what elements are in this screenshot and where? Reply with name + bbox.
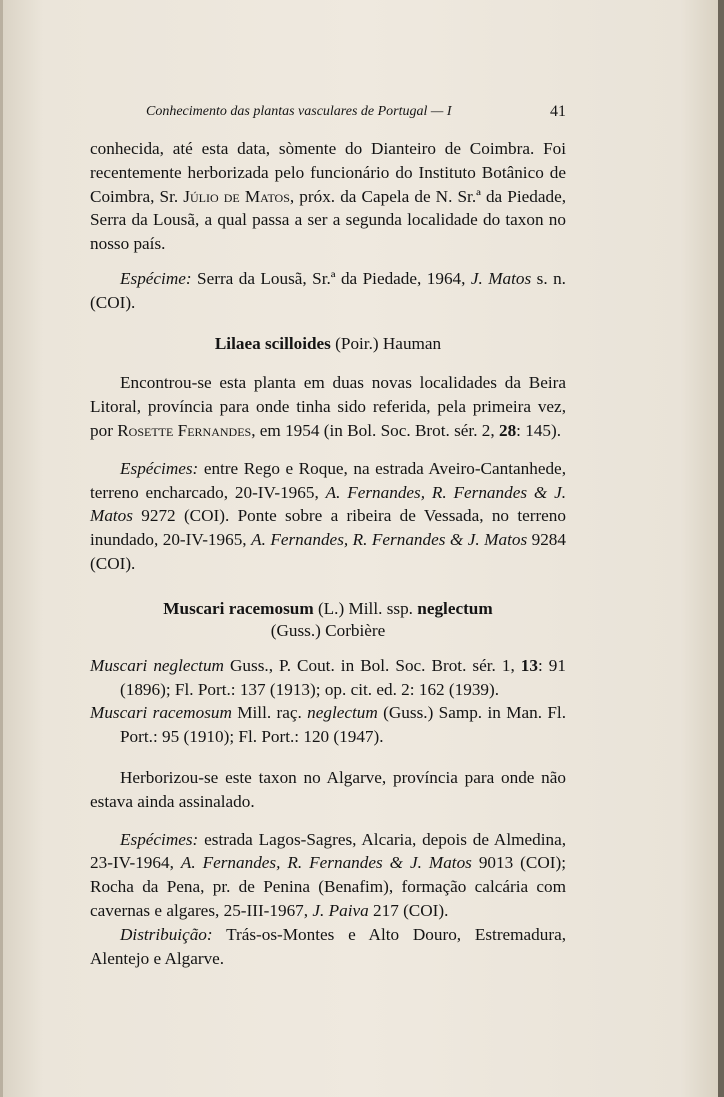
paragraph-text: , próx. da Capela de N. Sr.ª da Piedade, Serra da Lousã, a qual passa a ser a segunda localidade do taxon no nosso país.	[90, 186, 566, 254]
taxon-heading	[90, 598, 566, 642]
taxon-name: Lilaea scilloides	[214, 333, 331, 353]
specimen-text: s. n. (COI).	[90, 268, 566, 312]
specimens-paragraph	[90, 457, 566, 576]
subspecies-name: neglectum	[417, 598, 493, 618]
specimens-label: Espécimes:	[120, 829, 199, 849]
synonym-name: Muscari neglectum	[90, 655, 224, 675]
continuation-paragraph	[90, 137, 566, 256]
specimens-text: estrada Lagos-Sagres, Alcaria, depois de Almedina, 23-IV-1964,	[90, 829, 566, 873]
specimen-label: Espécime:	[120, 268, 192, 288]
specimens-text: 9272 (COI). Ponte sobre a ribeira de Vessada, no terreno inundado, 20-IV-1965,	[90, 506, 566, 550]
taxon-author: (Guss.) Corbière	[270, 620, 386, 640]
paragraph-text: , em 1954 (in Bol. Soc. Brot. sér. 2,	[251, 420, 499, 440]
specimens-text: 9284 (COI).	[90, 530, 566, 573]
paragraph-text: Encontrou-se esta planta em duas novas localidades da Beira Litoral, província para onde tinha sido referida, pela primeira vez, por	[90, 373, 566, 440]
taxon-name: Muscari racemosum	[163, 598, 314, 618]
specimen-paragraph	[90, 267, 566, 315]
paragraph-text: : 145).	[516, 420, 562, 440]
body-paragraph	[90, 371, 566, 442]
collectors: A. Fernandes, R. Fernandes & J. Matos	[180, 853, 472, 873]
volume-number: 28	[498, 420, 517, 440]
distribution-text: Trás-os-Montes e Alto Douro, Estremadura, Alentejo e Algarve.	[90, 924, 566, 968]
taxon-author: (L.) Mill. ssp.	[313, 598, 418, 618]
synonym-entry	[90, 654, 566, 702]
synonym-text: Mill. raç.	[231, 703, 308, 723]
running-header	[146, 104, 566, 120]
synonym-text: Guss., P. Cout. in Bol. Soc. Brot. sér. 1,	[223, 655, 521, 675]
specimens-paragraph	[90, 828, 566, 923]
page-number: 41	[550, 103, 566, 120]
taxon-heading	[90, 332, 566, 356]
page-left-edge	[0, 0, 3, 1097]
collector-name: J. Matos	[470, 268, 532, 288]
page-right-edge	[718, 0, 724, 1097]
specimens-text: entre Rego e Roque, na estrada Aveiro-Cantanhede, terreno encharcado, 20-IV-1965,	[90, 458, 566, 502]
synonym-entry	[90, 701, 566, 749]
synonym-text: (Guss.) Samp. in Man. Fl. Port.: 95 (1910); Fl. Port.: 120 (1947).	[120, 703, 566, 747]
specimens-label: Espécimes:	[120, 458, 199, 478]
specimens-text: 9013 (COI); Rocha da Pena, pr. de Penina (Benafim), formação calcária com cavernas e algares, 25-III-1967,	[90, 853, 567, 920]
page-body	[90, 137, 566, 970]
synonym-text: : 91 (1896); Fl. Port.: 137 (1913); op. cit. ed. 2: 162 (1939).	[120, 655, 566, 699]
paragraph-text: Herborizou-se este taxon no Algarve, província para onde não estava ainda assinalado.	[90, 767, 566, 811]
specimens-text: 217 (COI).	[368, 900, 449, 920]
specimen-text: Serra da Lousã, Sr.ª da Piedade, 1964,	[191, 268, 471, 288]
distribution-label: Distribuição:	[120, 924, 213, 944]
distribution-paragraph	[90, 923, 566, 971]
synonym-name: Muscari racemosum	[90, 703, 232, 723]
body-paragraph	[90, 766, 566, 814]
variety-name: neglectum	[307, 703, 378, 723]
collectors: A. Fernandes, R. Fernandes & J. Matos	[251, 530, 528, 550]
taxon-author: (Poir.) Hauman	[330, 333, 442, 353]
running-title: Conhecimento das plantas vasculares de Portugal — I	[146, 104, 452, 119]
author-name: Rosette Fernandes	[117, 420, 252, 440]
collector-name: J. Paiva	[312, 900, 369, 920]
collectors: A. Fernandes, R. Fernandes & J. Matos	[90, 482, 566, 526]
volume-number: 13	[520, 655, 538, 675]
paragraph-text: conhecida, até esta data, sòmente do Dianteiro de Coimbra. Foi recentemente herborizada pelo funcionário do Instituto Botânico de Coimbra, Sr.	[90, 139, 566, 206]
collector-name: Júlio de Matos	[183, 186, 290, 206]
